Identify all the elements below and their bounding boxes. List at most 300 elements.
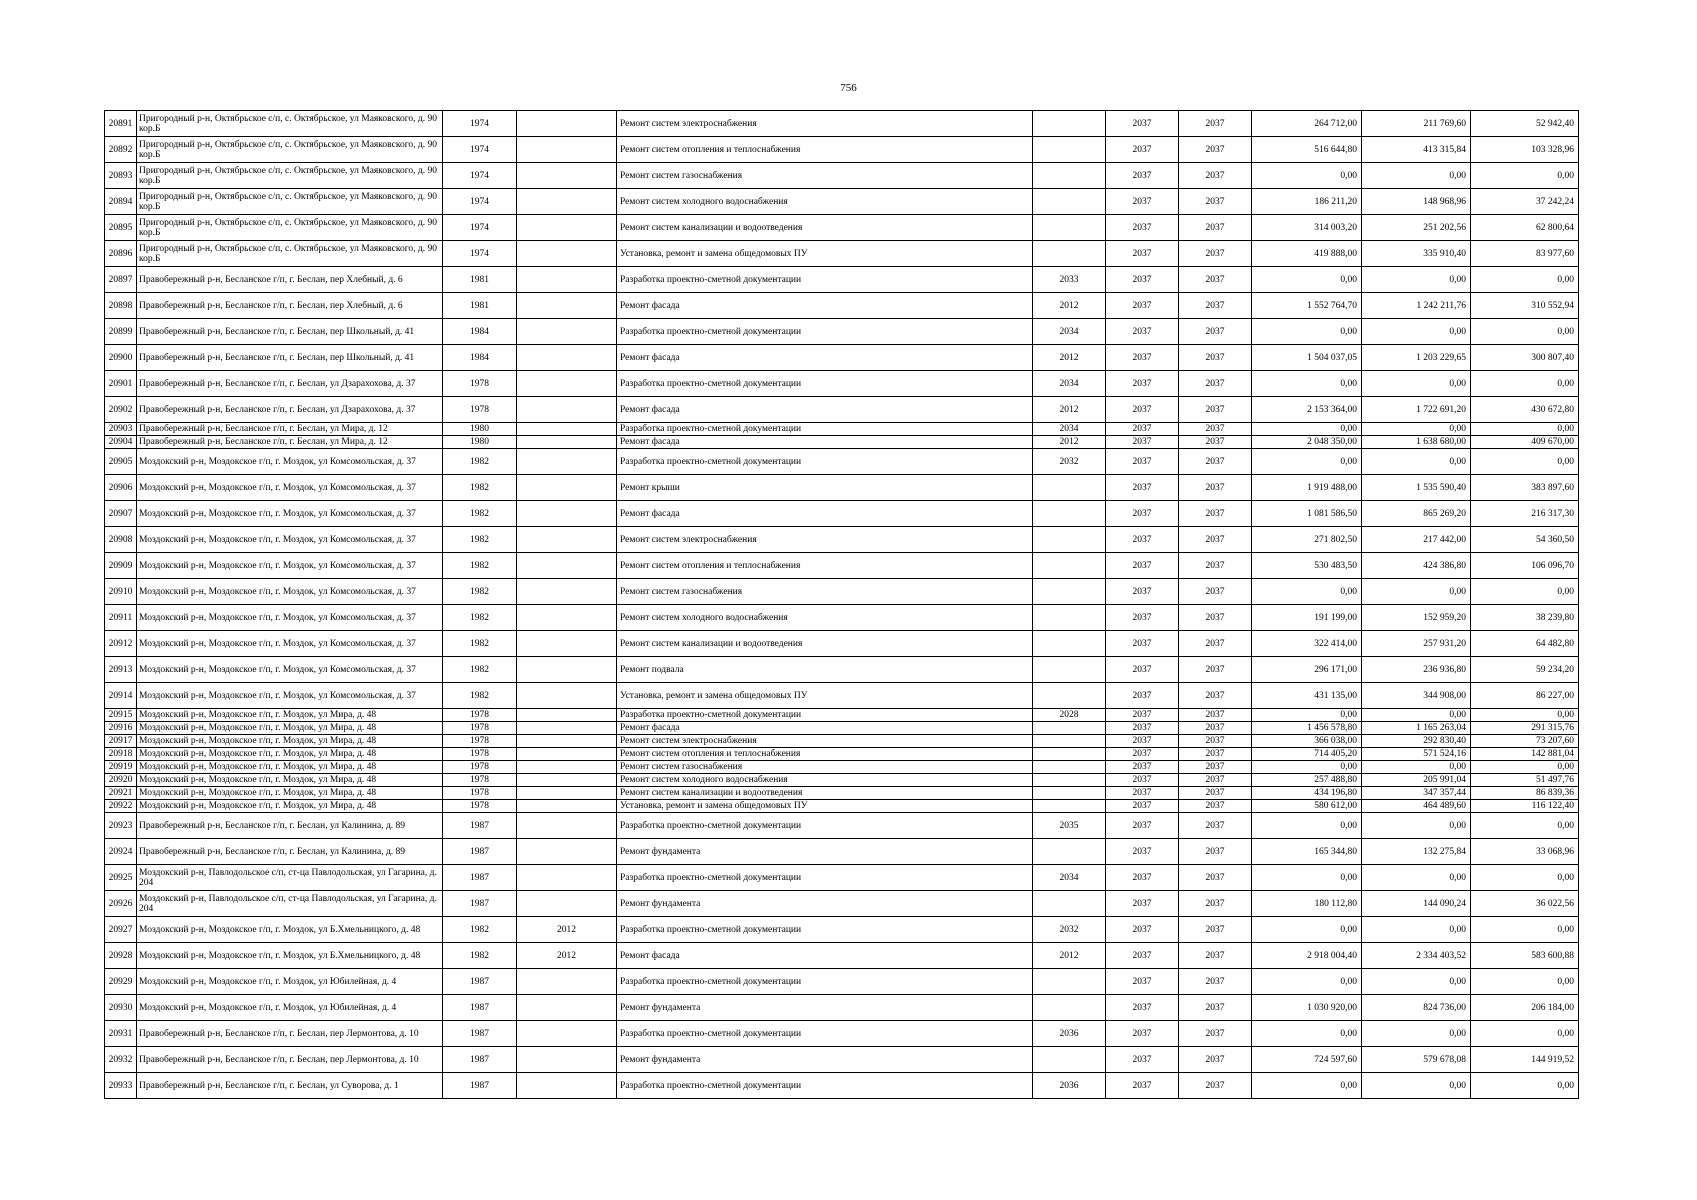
planned-year-cell <box>1033 839 1106 865</box>
year-secondary-cell <box>517 241 617 267</box>
work-type-cell: Ремонт крыши <box>617 475 1033 501</box>
year-secondary-cell <box>517 527 617 553</box>
total-cost-cell: 0,00 <box>1252 709 1362 722</box>
total-cost-cell: 0,00 <box>1252 1021 1362 1047</box>
period-end-cell: 2037 <box>1179 293 1252 319</box>
period-start-cell: 2037 <box>1106 319 1179 345</box>
year-secondary-cell <box>517 215 617 241</box>
total-cost-cell: 180 112,80 <box>1252 891 1362 917</box>
period-start-cell: 2037 <box>1106 943 1179 969</box>
period-end-cell: 2037 <box>1179 787 1252 800</box>
table-row <box>105 1021 1579 1047</box>
address-cell: Моздокский р-н, Моздокское г/п, г. Моздок, ул Мира, д. 48 <box>137 774 443 787</box>
year-secondary-cell <box>517 436 617 449</box>
total-cost-cell: 2 153 364,00 <box>1252 397 1362 423</box>
work-type-cell: Ремонт систем канализации и водоотведения <box>617 631 1033 657</box>
total-cost-cell: 714 405,20 <box>1252 748 1362 761</box>
year-built-cell: 1982 <box>443 579 517 605</box>
row-number: 20911 <box>105 605 137 631</box>
year-built-cell: 1981 <box>443 293 517 319</box>
fund-share-cell: 0,00 <box>1362 917 1471 943</box>
owner-share-cell: 38 239,80 <box>1471 605 1579 631</box>
work-type-cell: Ремонт систем газоснабжения <box>617 163 1033 189</box>
year-built-cell: 1978 <box>443 761 517 774</box>
period-end-cell: 2037 <box>1179 449 1252 475</box>
period-end-cell: 2037 <box>1179 527 1252 553</box>
planned-year-cell: 2032 <box>1033 917 1106 943</box>
fund-share-cell: 152 959,20 <box>1362 605 1471 631</box>
address-cell: Моздокский р-н, Моздокское г/п, г. Моздок, ул Мира, д. 48 <box>137 709 443 722</box>
work-type-cell: Ремонт фасада <box>617 722 1033 735</box>
period-end-cell: 2037 <box>1179 761 1252 774</box>
year-built-cell: 1987 <box>443 995 517 1021</box>
year-secondary-cell <box>517 1073 617 1099</box>
year-secondary-cell <box>517 969 617 995</box>
work-type-cell: Ремонт фасада <box>617 345 1033 371</box>
fund-share-cell: 251 202,56 <box>1362 215 1471 241</box>
row-number: 20905 <box>105 449 137 475</box>
address-cell: Правобережный р-н, Бесланское г/п, г. Беслан, пер Лермонтова, д. 10 <box>137 1047 443 1073</box>
year-secondary-cell <box>517 449 617 475</box>
address-cell: Моздокский р-н, Павлодольское с/п, ст-ца Павлодольская, ул Гагарина, д. 204 <box>137 865 443 891</box>
period-start-cell: 2037 <box>1106 215 1179 241</box>
owner-share-cell: 0,00 <box>1471 1073 1579 1099</box>
total-cost-cell: 0,00 <box>1252 969 1362 995</box>
planned-year-cell <box>1033 501 1106 527</box>
year-secondary-cell: 2012 <box>517 943 617 969</box>
planned-year-cell <box>1033 995 1106 1021</box>
work-type-cell: Разработка проектно-сметной документации <box>617 449 1033 475</box>
period-start-cell: 2037 <box>1106 1021 1179 1047</box>
period-start-cell: 2037 <box>1106 189 1179 215</box>
period-end-cell: 2037 <box>1179 774 1252 787</box>
year-built-cell: 1987 <box>443 813 517 839</box>
table-row <box>105 449 1579 475</box>
owner-share-cell: 383 897,60 <box>1471 475 1579 501</box>
row-number: 20900 <box>105 345 137 371</box>
fund-share-cell: 132 275,84 <box>1362 839 1471 865</box>
period-start-cell: 2037 <box>1106 1073 1179 1099</box>
address-cell: Правобережный р-н, Бесланское г/п, г. Беслан, пер Хлебный, д. 6 <box>137 293 443 319</box>
year-built-cell: 1980 <box>443 436 517 449</box>
work-type-cell: Разработка проектно-сметной документации <box>617 423 1033 436</box>
planned-year-cell <box>1033 475 1106 501</box>
owner-share-cell: 86 839,36 <box>1471 787 1579 800</box>
address-cell: Правобережный р-н, Бесланское г/п, г. Беслан, ул Калинина, д. 89 <box>137 839 443 865</box>
owner-share-cell: 0,00 <box>1471 449 1579 475</box>
fund-share-cell: 205 991,04 <box>1362 774 1471 787</box>
row-number: 20893 <box>105 163 137 189</box>
period-start-cell: 2037 <box>1106 709 1179 722</box>
work-type-cell: Ремонт систем холодного водоснабжения <box>617 605 1033 631</box>
year-secondary-cell <box>517 163 617 189</box>
work-type-cell: Установка, ремонт и замена общедомовых ПУ <box>617 800 1033 813</box>
address-cell: Пригородный р-н, Октябрьское с/п, с. Октябрьское, ул Маяковского, д. 90 кор.Б <box>137 163 443 189</box>
period-end-cell: 2037 <box>1179 215 1252 241</box>
work-type-cell: Ремонт фасада <box>617 293 1033 319</box>
total-cost-cell: 530 483,50 <box>1252 553 1362 579</box>
fund-share-cell: 217 442,00 <box>1362 527 1471 553</box>
year-built-cell: 1984 <box>443 319 517 345</box>
period-end-cell: 2037 <box>1179 657 1252 683</box>
planned-year-cell: 2012 <box>1033 943 1106 969</box>
total-cost-cell: 1 081 586,50 <box>1252 501 1362 527</box>
period-start-cell: 2037 <box>1106 293 1179 319</box>
row-number: 20913 <box>105 657 137 683</box>
planned-year-cell <box>1033 657 1106 683</box>
table-row <box>105 345 1579 371</box>
period-start-cell: 2037 <box>1106 579 1179 605</box>
owner-share-cell: 83 977,60 <box>1471 241 1579 267</box>
address-cell: Правобережный р-н, Бесланское г/п, г. Беслан, ул Калинина, д. 89 <box>137 813 443 839</box>
planned-year-cell <box>1033 579 1106 605</box>
work-type-cell: Установка, ремонт и замена общедомовых ПУ <box>617 683 1033 709</box>
total-cost-cell: 264 712,00 <box>1252 111 1362 137</box>
work-type-cell: Ремонт систем холодного водоснабжения <box>617 774 1033 787</box>
table-row <box>105 631 1579 657</box>
total-cost-cell: 314 003,20 <box>1252 215 1362 241</box>
table-row <box>105 1047 1579 1073</box>
address-cell: Моздокский р-н, Моздокское г/п, г. Моздок, ул Мира, д. 48 <box>137 800 443 813</box>
period-start-cell: 2037 <box>1106 423 1179 436</box>
year-secondary-cell <box>517 111 617 137</box>
table-row <box>105 722 1579 735</box>
year-built-cell: 1982 <box>443 683 517 709</box>
address-cell: Моздокский р-н, Моздокское г/п, г. Моздок, ул Мира, д. 48 <box>137 748 443 761</box>
row-number: 20892 <box>105 137 137 163</box>
period-start-cell: 2037 <box>1106 995 1179 1021</box>
period-end-cell: 2037 <box>1179 501 1252 527</box>
fund-share-cell: 464 489,60 <box>1362 800 1471 813</box>
work-type-cell: Ремонт фасада <box>617 501 1033 527</box>
owner-share-cell: 0,00 <box>1471 865 1579 891</box>
year-secondary-cell <box>517 397 617 423</box>
year-secondary-cell <box>517 774 617 787</box>
total-cost-cell: 1 030 920,00 <box>1252 995 1362 1021</box>
total-cost-cell: 419 888,00 <box>1252 241 1362 267</box>
owner-share-cell: 103 328,96 <box>1471 137 1579 163</box>
year-built-cell: 1982 <box>443 553 517 579</box>
address-cell: Моздокский р-н, Моздокское г/п, г. Моздок, ул Комсомольская, д. 37 <box>137 605 443 631</box>
total-cost-cell: 434 196,80 <box>1252 787 1362 800</box>
address-cell: Моздокский р-н, Моздокское г/п, г. Моздок, ул Юбилейная, д. 4 <box>137 969 443 995</box>
planned-year-cell: 2036 <box>1033 1073 1106 1099</box>
year-built-cell: 1978 <box>443 397 517 423</box>
row-number: 20909 <box>105 553 137 579</box>
address-cell: Правобережный р-н, Бесланское г/п, г. Беслан, ул Дзарахохова, д. 37 <box>137 371 443 397</box>
total-cost-cell: 271 802,50 <box>1252 527 1362 553</box>
work-type-cell: Разработка проектно-сметной документации <box>617 319 1033 345</box>
year-built-cell: 1987 <box>443 1047 517 1073</box>
year-secondary-cell <box>517 605 617 631</box>
year-secondary-cell <box>517 813 617 839</box>
period-end-cell: 2037 <box>1179 137 1252 163</box>
total-cost-cell: 0,00 <box>1252 761 1362 774</box>
table-row <box>105 371 1579 397</box>
table-row <box>105 683 1579 709</box>
year-built-cell: 1981 <box>443 267 517 293</box>
row-number: 20922 <box>105 800 137 813</box>
period-end-cell: 2037 <box>1179 553 1252 579</box>
address-cell: Пригородный р-н, Октябрьское с/п, с. Октябрьское, ул Маяковского, д. 90 кор.Б <box>137 137 443 163</box>
period-end-cell: 2037 <box>1179 605 1252 631</box>
period-end-cell: 2037 <box>1179 1073 1252 1099</box>
address-cell: Моздокский р-н, Моздокское г/п, г. Моздок, ул Комсомольская, д. 37 <box>137 657 443 683</box>
owner-share-cell: 310 552,94 <box>1471 293 1579 319</box>
owner-share-cell: 0,00 <box>1471 371 1579 397</box>
table-row <box>105 839 1579 865</box>
fund-share-cell: 0,00 <box>1362 267 1471 293</box>
address-cell: Правобережный р-н, Бесланское г/п, г. Беслан, ул Суворова, д. 1 <box>137 1073 443 1099</box>
period-start-cell: 2037 <box>1106 345 1179 371</box>
row-number: 20920 <box>105 774 137 787</box>
period-end-cell: 2037 <box>1179 839 1252 865</box>
period-end-cell: 2037 <box>1179 345 1252 371</box>
fund-share-cell: 0,00 <box>1362 813 1471 839</box>
period-end-cell: 2037 <box>1179 917 1252 943</box>
period-start-cell: 2037 <box>1106 436 1179 449</box>
owner-share-cell: 0,00 <box>1471 579 1579 605</box>
period-start-cell: 2037 <box>1106 748 1179 761</box>
table-row <box>105 917 1579 943</box>
address-cell: Правобережный р-н, Бесланское г/п, г. Беслан, ул Мира, д. 12 <box>137 423 443 436</box>
year-secondary-cell <box>517 501 617 527</box>
planned-year-cell: 2034 <box>1033 865 1106 891</box>
total-cost-cell: 165 344,80 <box>1252 839 1362 865</box>
address-cell: Моздокский р-н, Моздокское г/п, г. Моздок, ул Комсомольская, д. 37 <box>137 553 443 579</box>
work-type-cell: Разработка проектно-сметной документации <box>617 917 1033 943</box>
period-end-cell: 2037 <box>1179 800 1252 813</box>
year-built-cell: 1978 <box>443 787 517 800</box>
work-type-cell: Разработка проектно-сметной документации <box>617 709 1033 722</box>
period-start-cell: 2037 <box>1106 839 1179 865</box>
work-type-cell: Ремонт подвала <box>617 657 1033 683</box>
period-end-cell: 2037 <box>1179 631 1252 657</box>
year-built-cell: 1982 <box>443 501 517 527</box>
address-cell: Моздокский р-н, Моздокское г/п, г. Моздок, ул Мира, д. 48 <box>137 787 443 800</box>
total-cost-cell: 0,00 <box>1252 813 1362 839</box>
planned-year-cell: 2028 <box>1033 709 1106 722</box>
row-number: 20926 <box>105 891 137 917</box>
period-end-cell: 2037 <box>1179 735 1252 748</box>
year-secondary-cell <box>517 839 617 865</box>
row-number: 20899 <box>105 319 137 345</box>
year-built-cell: 1982 <box>443 631 517 657</box>
row-number: 20891 <box>105 111 137 137</box>
owner-share-cell: 0,00 <box>1471 1021 1579 1047</box>
planned-year-cell: 2034 <box>1033 371 1106 397</box>
planned-year-cell <box>1033 527 1106 553</box>
address-cell: Пригородный р-н, Октябрьское с/п, с. Октябрьское, ул Маяковского, д. 90 кор.Б <box>137 111 443 137</box>
table-row <box>105 553 1579 579</box>
year-built-cell: 1978 <box>443 800 517 813</box>
row-number: 20918 <box>105 748 137 761</box>
owner-share-cell: 216 317,30 <box>1471 501 1579 527</box>
period-start-cell: 2037 <box>1106 163 1179 189</box>
work-type-cell: Разработка проектно-сметной документации <box>617 813 1033 839</box>
owner-share-cell: 33 068,96 <box>1471 839 1579 865</box>
year-built-cell: 1978 <box>443 735 517 748</box>
period-start-cell: 2037 <box>1106 1047 1179 1073</box>
year-built-cell: 1982 <box>443 943 517 969</box>
year-built-cell: 1984 <box>443 345 517 371</box>
fund-share-cell: 236 936,80 <box>1362 657 1471 683</box>
planned-year-cell: 2033 <box>1033 267 1106 293</box>
address-cell: Моздокский р-н, Моздокское г/п, г. Моздок, ул Юбилейная, д. 4 <box>137 995 443 1021</box>
table-row <box>105 137 1579 163</box>
year-secondary-cell <box>517 293 617 319</box>
period-start-cell: 2037 <box>1106 527 1179 553</box>
period-end-cell: 2037 <box>1179 813 1252 839</box>
period-start-cell: 2037 <box>1106 774 1179 787</box>
row-number: 20897 <box>105 267 137 293</box>
row-number: 20923 <box>105 813 137 839</box>
table-row <box>105 800 1579 813</box>
year-secondary-cell <box>517 748 617 761</box>
table-row <box>105 189 1579 215</box>
year-secondary-cell <box>517 761 617 774</box>
row-number: 20917 <box>105 735 137 748</box>
year-built-cell: 1978 <box>443 709 517 722</box>
planned-year-cell <box>1033 748 1106 761</box>
owner-share-cell: 300 807,40 <box>1471 345 1579 371</box>
fund-share-cell: 144 090,24 <box>1362 891 1471 917</box>
work-type-cell: Ремонт фундамента <box>617 995 1033 1021</box>
row-number: 20894 <box>105 189 137 215</box>
period-end-cell: 2037 <box>1179 436 1252 449</box>
year-built-cell: 1987 <box>443 865 517 891</box>
work-type-cell: Ремонт систем электроснабжения <box>617 111 1033 137</box>
owner-share-cell: 291 315,76 <box>1471 722 1579 735</box>
work-type-cell: Ремонт фасада <box>617 397 1033 423</box>
table-row <box>105 891 1579 917</box>
row-number: 20915 <box>105 709 137 722</box>
row-number: 20898 <box>105 293 137 319</box>
period-end-cell: 2037 <box>1179 722 1252 735</box>
total-cost-cell: 0,00 <box>1252 1073 1362 1099</box>
fund-share-cell: 1 722 691,20 <box>1362 397 1471 423</box>
year-built-cell: 1987 <box>443 1021 517 1047</box>
total-cost-cell: 0,00 <box>1252 267 1362 293</box>
row-number: 20931 <box>105 1021 137 1047</box>
work-type-cell: Ремонт систем газоснабжения <box>617 761 1033 774</box>
table-row <box>105 735 1579 748</box>
work-type-cell: Разработка проектно-сметной документации <box>617 267 1033 293</box>
fund-share-cell: 257 931,20 <box>1362 631 1471 657</box>
total-cost-cell: 1 504 037,05 <box>1252 345 1362 371</box>
fund-share-cell: 148 968,96 <box>1362 189 1471 215</box>
owner-share-cell: 51 497,76 <box>1471 774 1579 787</box>
year-secondary-cell <box>517 553 617 579</box>
total-cost-cell: 0,00 <box>1252 865 1362 891</box>
total-cost-cell: 0,00 <box>1252 319 1362 345</box>
row-number: 20921 <box>105 787 137 800</box>
total-cost-cell: 257 488,80 <box>1252 774 1362 787</box>
owner-share-cell: 0,00 <box>1471 813 1579 839</box>
planned-year-cell: 2035 <box>1033 813 1106 839</box>
fund-share-cell: 335 910,40 <box>1362 241 1471 267</box>
year-secondary-cell <box>517 319 617 345</box>
fund-share-cell: 1 165 263,04 <box>1362 722 1471 735</box>
planned-year-cell <box>1033 969 1106 995</box>
work-type-cell: Ремонт фасада <box>617 436 1033 449</box>
owner-share-cell: 206 184,00 <box>1471 995 1579 1021</box>
total-cost-cell: 0,00 <box>1252 579 1362 605</box>
table-row <box>105 969 1579 995</box>
table-row <box>105 579 1579 605</box>
fund-share-cell: 292 830,40 <box>1362 735 1471 748</box>
fund-share-cell: 824 736,00 <box>1362 995 1471 1021</box>
owner-share-cell: 54 360,50 <box>1471 527 1579 553</box>
owner-share-cell: 37 242,24 <box>1471 189 1579 215</box>
year-secondary-cell <box>517 657 617 683</box>
year-built-cell: 1987 <box>443 891 517 917</box>
fund-share-cell: 0,00 <box>1362 709 1471 722</box>
year-built-cell: 1978 <box>443 748 517 761</box>
row-number: 20930 <box>105 995 137 1021</box>
period-start-cell: 2037 <box>1106 722 1179 735</box>
year-secondary-cell <box>517 735 617 748</box>
year-secondary-cell <box>517 787 617 800</box>
owner-share-cell: 106 096,70 <box>1471 553 1579 579</box>
table-row <box>105 787 1579 800</box>
fund-share-cell: 0,00 <box>1362 1021 1471 1047</box>
work-type-cell: Ремонт фасада <box>617 943 1033 969</box>
planned-year-cell <box>1033 722 1106 735</box>
period-start-cell: 2037 <box>1106 553 1179 579</box>
table-row <box>105 709 1579 722</box>
work-type-cell: Ремонт систем канализации и водоотведения <box>617 787 1033 800</box>
row-number: 20914 <box>105 683 137 709</box>
table-row <box>105 475 1579 501</box>
work-type-cell: Установка, ремонт и замена общедомовых ПУ <box>617 241 1033 267</box>
fund-share-cell: 0,00 <box>1362 449 1471 475</box>
planned-year-cell <box>1033 605 1106 631</box>
owner-share-cell: 0,00 <box>1471 319 1579 345</box>
year-secondary-cell <box>517 137 617 163</box>
work-type-cell: Ремонт систем газоснабжения <box>617 579 1033 605</box>
owner-share-cell: 142 881,04 <box>1471 748 1579 761</box>
fund-share-cell: 0,00 <box>1362 319 1471 345</box>
planned-year-cell <box>1033 1047 1106 1073</box>
row-number: 20896 <box>105 241 137 267</box>
fund-share-cell: 344 908,00 <box>1362 683 1471 709</box>
period-start-cell: 2037 <box>1106 605 1179 631</box>
row-number: 20895 <box>105 215 137 241</box>
fund-share-cell: 0,00 <box>1362 579 1471 605</box>
year-secondary-cell <box>517 800 617 813</box>
row-number: 20929 <box>105 969 137 995</box>
period-end-cell: 2037 <box>1179 1021 1252 1047</box>
year-secondary-cell <box>517 631 617 657</box>
row-number: 20916 <box>105 722 137 735</box>
fund-share-cell: 0,00 <box>1362 371 1471 397</box>
row-number: 20925 <box>105 865 137 891</box>
planned-year-cell: 2034 <box>1033 319 1106 345</box>
planned-year-cell: 2012 <box>1033 397 1106 423</box>
year-secondary-cell <box>517 423 617 436</box>
table-row <box>105 943 1579 969</box>
row-number: 20932 <box>105 1047 137 1073</box>
address-cell: Моздокский р-н, Моздокское г/п, г. Моздок, ул Б.Хмельницкого, д. 48 <box>137 917 443 943</box>
address-cell: Правобережный р-н, Бесланское г/п, г. Беслан, пер Хлебный, д. 6 <box>137 267 443 293</box>
owner-share-cell: 144 919,52 <box>1471 1047 1579 1073</box>
period-start-cell: 2037 <box>1106 631 1179 657</box>
work-type-cell: Ремонт фундамента <box>617 891 1033 917</box>
address-cell: Правобережный р-н, Бесланское г/п, г. Беслан, пер Школьный, д. 41 <box>137 319 443 345</box>
year-secondary-cell <box>517 865 617 891</box>
row-number: 20910 <box>105 579 137 605</box>
